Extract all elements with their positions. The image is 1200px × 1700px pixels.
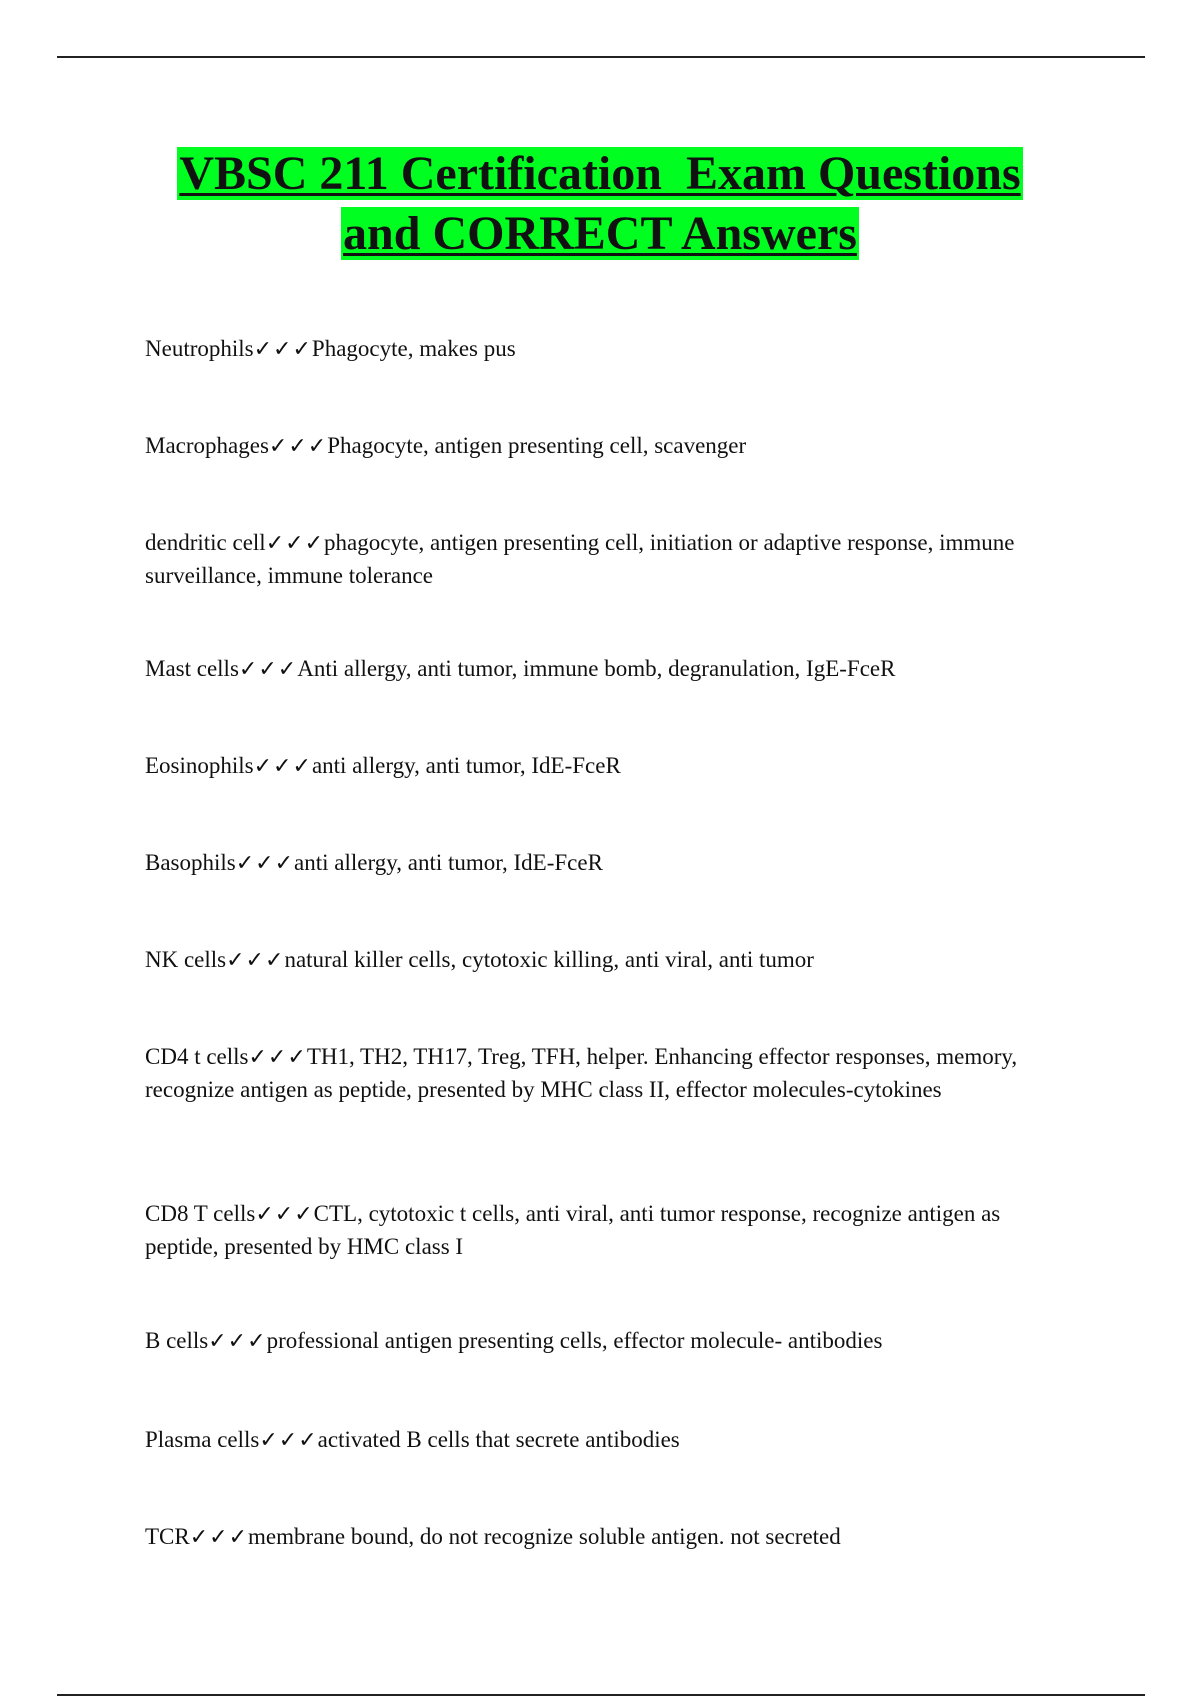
qa-item: [145, 847, 1065, 880]
title-line-2: and CORRECT Answers: [343, 207, 857, 260]
qa-definition: Anti allergy, anti tumor, immune bomb, degranulation, IgE-FceR: [297, 656, 896, 681]
qa-term: CD4 t cells: [145, 1044, 249, 1069]
checkmark-icon: ✓✓✓: [208, 1329, 267, 1354]
qa-definition: TH1, TH2, TH17, Treg, TFH, helper. Enhancing effector responses, memory, recognize antigen as peptide, presented by MHC class II, effector molecules-cytokines: [145, 1044, 1018, 1102]
qa-term: Plasma cells: [145, 1427, 260, 1452]
checkmark-icon: ✓✓✓: [265, 531, 325, 556]
qa-item: [145, 653, 1065, 686]
qa-term: TCR: [145, 1524, 190, 1549]
qa-item: [145, 1325, 1065, 1358]
qa-definition: phagocyte, antigen presenting cell, initiation or adaptive response, immune surveillance, immune tolerance: [145, 530, 1015, 588]
qa-definition: Phagocyte, makes pus: [311, 336, 516, 361]
qa-item: [145, 1198, 1065, 1263]
checkmark-icon: ✓✓✓: [268, 434, 328, 459]
qa-item: [145, 750, 1065, 783]
qa-item: [145, 944, 1065, 977]
qa-item: [145, 333, 1065, 366]
qa-term: Macrophages: [145, 433, 269, 458]
checkmark-icon: ✓✓✓: [238, 657, 298, 682]
checkmark-icon: ✓✓✓: [253, 754, 312, 779]
qa-term: Mast cells: [145, 656, 239, 681]
qa-term: dendritic cell: [145, 530, 266, 555]
qa-definition: CTL, cytotoxic t cells, anti viral, anti tumor response, recognize antigen as peptide, presented by HMC class I: [145, 1201, 1001, 1259]
qa-item: [145, 1424, 1065, 1457]
qa-term: CD8 T cells: [145, 1201, 256, 1226]
document-title: [0, 144, 1200, 264]
qa-definition: natural killer cells, cytotoxic killing, anti viral, anti tumor: [284, 947, 814, 972]
header-rule: [57, 56, 1145, 58]
checkmark-icon: ✓✓✓: [253, 337, 312, 362]
footer-rule: [57, 1694, 1145, 1696]
qa-term: Neutrophils: [145, 336, 254, 361]
qa-term: NK cells: [145, 947, 227, 972]
qa-term: Eosinophils: [145, 753, 254, 778]
checkmark-icon: ✓✓✓: [226, 948, 285, 973]
checkmark-icon: ✓✓✓: [235, 851, 295, 876]
checkmark-icon: ✓✓✓: [248, 1045, 307, 1070]
qa-item: [145, 1521, 1065, 1554]
qa-term: B cells: [145, 1328, 209, 1353]
checkmark-icon: ✓✓✓: [259, 1428, 318, 1453]
checkmark-icon: ✓✓✓: [189, 1525, 249, 1550]
qa-definition: Phagocyte, antigen presenting cell, scavenger: [327, 433, 747, 458]
checkmark-icon: ✓✓✓: [255, 1202, 314, 1227]
qa-definition: professional antigen presenting cells, effector molecule- antibodies: [266, 1328, 883, 1353]
title-line-1: VBSC 211 Certification Exam Questions: [179, 147, 1021, 200]
qa-definition: activated B cells that secrete antibodies: [317, 1427, 680, 1452]
qa-term: Basophils: [145, 850, 236, 875]
qa-item: [145, 430, 1065, 463]
qa-item: [145, 527, 1065, 592]
qa-definition: anti allergy, anti tumor, IdE-FceR: [311, 753, 621, 778]
qa-definition: anti allergy, anti tumor, IdE-FceR: [294, 850, 603, 875]
qa-definition: membrane bound, do not recognize soluble antigen. not secreted: [248, 1524, 841, 1549]
qa-item: [145, 1041, 1065, 1106]
